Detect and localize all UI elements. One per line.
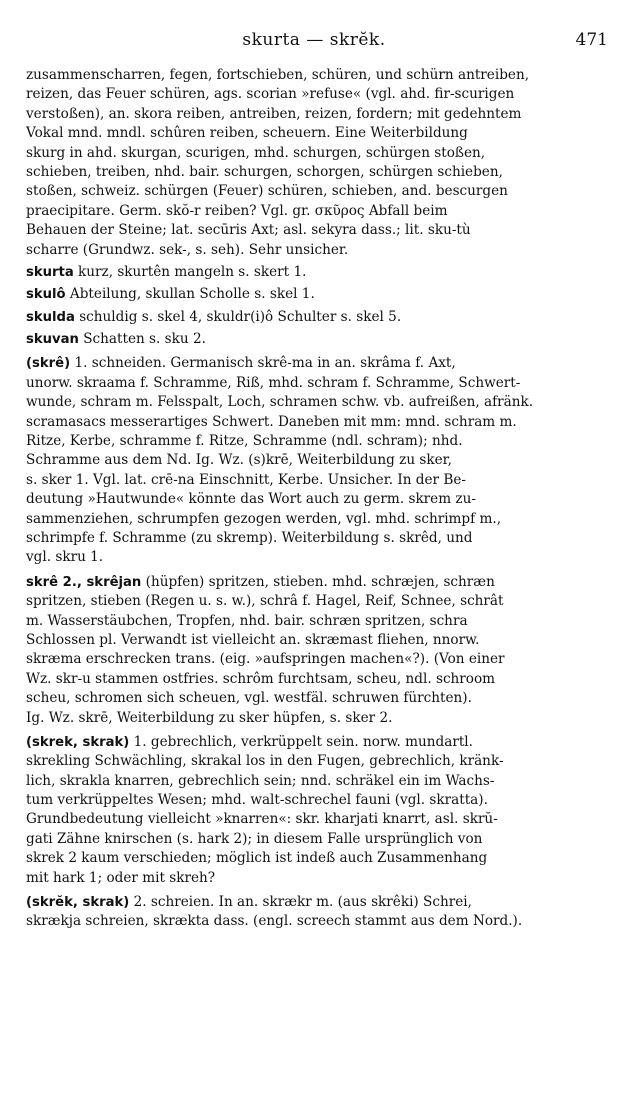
text-line	[26, 221, 606, 240]
line-text: sammenziehen, schrumpfen gezogen werden, vgl. mhd. schrimpf m.,	[26, 510, 502, 527]
text-line	[26, 573, 606, 592]
text-line	[26, 670, 606, 689]
text-line	[26, 772, 606, 791]
dictionary-entry	[26, 308, 606, 327]
text-line	[26, 869, 606, 888]
dictionary-entry	[26, 893, 606, 932]
text-line	[26, 830, 606, 849]
text-line	[26, 631, 606, 650]
text-line	[26, 529, 606, 548]
line-text: tum verkrüppeltes Wesen; mhd. walt-schrechel fauni (vgl. skratta).	[26, 792, 488, 809]
text-line	[26, 285, 606, 304]
line-text: wunde, schram m. Felsspalt, Loch, schramen schw. vb. aufreißen, afränk.	[26, 394, 534, 411]
line-text: Abteilung, skullan Scholle s. skel 1.	[65, 286, 315, 303]
running-head: skurta — skrĕk.	[242, 30, 386, 50]
text-line	[26, 689, 606, 708]
line-text: skræma erschrecken trans. (eig. »aufspringen machen«?). (Von einer	[26, 651, 505, 668]
text-line	[26, 849, 606, 868]
text-line	[26, 548, 606, 567]
headword: (skrek, skrak)	[26, 734, 130, 750]
line-text: (hüpfen) spritzen, stieben. mhd. schræjen, schræn	[141, 573, 495, 590]
text-line	[26, 510, 606, 529]
line-text: unorw. skraama f. Schramme, Riß, mhd. schram f. Schramme, Schwert-	[26, 374, 521, 391]
text-line	[26, 709, 606, 728]
text-line	[26, 374, 606, 393]
text-line	[26, 354, 606, 373]
line-text: deutung »Hautwunde« könnte das Wort auch zu germ. skrem zu-	[26, 491, 476, 508]
dictionary-entry	[26, 330, 606, 349]
line-text: Ritze, Kerbe, schramme f. Ritze, Schramme (ndl. schram); nhd.	[26, 433, 463, 450]
line-text: schuldig s. skel 4, skuldr(i)ô Schulter s. skel 5.	[74, 308, 402, 325]
text-line	[26, 144, 606, 163]
dictionary-entry	[26, 354, 606, 567]
headword: skulô	[26, 287, 66, 303]
text-line	[26, 413, 606, 432]
entry-continuation	[26, 66, 606, 260]
line-text: skrekling Schwächling, skrakal los in den Fugen, gebrechlich, kränk-	[26, 753, 504, 770]
dictionary-entry	[26, 573, 606, 728]
text-line	[26, 733, 606, 752]
line-text: schrimpfe f. Schramme (zu skremp). Weiterbildung s. skrêd, und	[26, 529, 473, 546]
line-text: 1. gebrechlich, verkrüppelt sein. norw. mundartl.	[129, 733, 473, 750]
headword: (skrê)	[26, 356, 71, 372]
line-text: scharre (Grundwz. sek-, s. seh). Sehr unsicher.	[26, 241, 349, 258]
text-line	[26, 451, 606, 470]
line-text: skrek 2 kaum verschieden; möglich ist indeß auch Zusammenhang	[26, 850, 488, 867]
text-line	[26, 163, 606, 182]
line-text: vgl. skru 1.	[26, 549, 104, 566]
line-text: Vokal mnd. mndl. schûren reiben, scheuern. Eine Weiterbildung	[26, 125, 468, 142]
line-text: kurz, skurtên mangeln s. skert 1.	[73, 263, 307, 280]
line-text: scramasacs messerartiges Schwert. Daneben mit mm: mnd. schram m.	[26, 413, 517, 430]
text-line	[26, 393, 606, 412]
line-text: 2. schreien. In an. skrækr m. (aus skrêki) Schrei,	[129, 894, 472, 911]
dictionary-entry	[26, 733, 606, 888]
line-text: skurg in ahd. skurgan, scurigen, mhd. schurgen, schürgen stoßen,	[26, 144, 486, 161]
text-line	[26, 912, 606, 931]
text-line	[26, 105, 606, 124]
headword: skurta	[26, 264, 74, 280]
line-text: m. Wasserstäubchen, Tropfen, nhd. bair. schræn spritzen, schra	[26, 612, 468, 629]
text-line	[26, 432, 606, 451]
line-text: mit hark 1; oder mit skreh?	[26, 869, 216, 886]
text-line	[26, 791, 606, 810]
headword: skrê 2., skrêjan	[26, 574, 142, 590]
text-line	[26, 308, 606, 327]
page-number: 471	[575, 30, 608, 50]
text-line	[26, 66, 606, 85]
headword: skulda	[26, 309, 75, 325]
text-line	[26, 752, 606, 771]
text-line	[26, 124, 606, 143]
line-text: praecipitare. Germ. skŏ-r reiben? Vgl. gr. σκῦρος Abfall beim	[26, 202, 448, 219]
line-text: reizen, das Feuer schüren, ags. scorian »refuse« (vgl. ahd. fir-scurigen	[26, 86, 515, 103]
headword: (skrĕk, skrak)	[26, 895, 130, 911]
line-text: gati Zähne knirschen (s. hark 2); in diesem Falle ursprünglich von	[26, 830, 483, 847]
line-text: Grundbedeutung vielleicht »knarren«: skr. kharjati knarrt, asl. skrŭ-	[26, 811, 498, 828]
text-line	[26, 182, 606, 201]
line-text: Wz. skr-u stammen ostfries. schrôm furchtsam, scheu, ndl. schroom	[26, 670, 496, 687]
line-text: lich, skrakla knarren, gebrechlich sein; nnd. schräkel ein im Wachs-	[26, 772, 495, 789]
line-text: scheu, schromen sich scheuen, vgl. westfäl. schruwen fürchten).	[26, 690, 472, 707]
text-line	[26, 263, 606, 282]
text-line	[26, 592, 606, 611]
line-text: Schramme aus dem Nd. Ig. Wz. (s)krē, Weiterbildung zu sker,	[26, 452, 452, 469]
line-text: 1. schneiden. Germanisch skrê-ma in an. skrâma f. Axt,	[70, 355, 456, 372]
line-text: zusammenscharren, fegen, fortschieben, schüren, und schürn antreiben,	[26, 67, 530, 83]
entries-text	[26, 66, 606, 932]
text-line	[26, 330, 606, 349]
dictionary-entry	[26, 285, 606, 304]
headword: skuvan	[26, 332, 79, 348]
line-text: spritzen, stieben (Regen u. s. w.), schrâ f. Hagel, Reif, Schnee, schrât	[26, 593, 504, 610]
text-line	[26, 650, 606, 669]
dictionary-entry	[26, 263, 606, 282]
line-text: skrækja schreien, skrækta dass. (engl. screech stammt aus dem Nord.).	[26, 913, 523, 930]
line-text: schieben, treiben, nhd. bair. schurgen, schorgen, schürgen schieben,	[26, 163, 503, 180]
line-text: Schlossen pl. Verwandt ist vielleicht an. skræmast fliehen, nnorw.	[26, 631, 480, 648]
text-line	[26, 85, 606, 104]
line-text: Ig. Wz. skrē, Weiterbildung zu sker hüpfen, s. sker 2.	[26, 709, 393, 726]
text-line	[26, 241, 606, 260]
text-line	[26, 471, 606, 490]
text-line	[26, 202, 606, 221]
text-line	[26, 810, 606, 829]
line-text: Schatten s. sku 2.	[78, 331, 206, 348]
text-line	[26, 490, 606, 509]
text-line	[26, 612, 606, 631]
text-line	[26, 893, 606, 912]
line-text: stoßen, schweiz. schürgen (Feuer) schüren, schieben, and. bescurgen	[26, 183, 508, 200]
page-header	[20, 24, 608, 54]
line-text: s. sker 1. Vgl. lat. crē-na Einschnitt, Kerbe. Unsicher. In der Be-	[26, 471, 466, 488]
line-text: Behauen der Steine; lat. secūris Axt; asl. sekyra dass.; lit. sku-tù	[26, 222, 471, 239]
line-text: verstoßen), an. skora reiben, antreiben, reizen, fordern; mit gedehntem	[26, 105, 522, 122]
